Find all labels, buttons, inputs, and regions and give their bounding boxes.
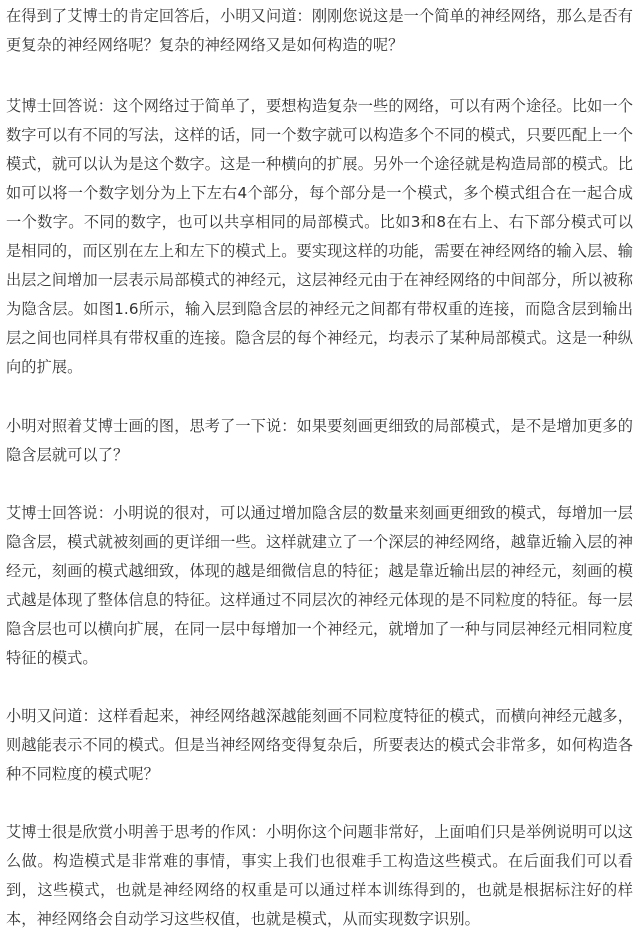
paragraph-dr-ai-answer-extensions: 艾博士回答说：这个网络过于简单了，要想构造复杂一些的网络，可以有两个途径。比如一个数字可以有不同的写法，这样的话，同一个数字就可以构造多个不同的模式，只要匹配上一个模式，就可以认为是这个数字。这是一种横向的扩展。另外一个途径就是构造局部的模式。比如可以将一个数字划分为上下左右4个部分，每个部分是一个模式，多个模式组合在一起合成一个数字。不同的数字，也可以共享相同的局部模式。比如3和8在右上、右下部分模式可以是相同的，而区别在左上和左下的模式上。要实现这样的功能，需要在神经网络的输入层、输出层之间增加一层表示局部模式的神经元，这层神经元由于在神经网络的中间部分，所以被称为隐含层。如图1.6所示，输入层到隐含层的神经元之间都有带权重的连接，而隐含层到输出层之间也同样具有带权重的连接。隐含层的每个神经元，均表示了某种局部模式。这是一种纵向的扩展。 [6,97,633,376]
paragraph-dr-ai-deep-network: 艾博士回答说：小明说的很对，可以通过增加隐含层的数量来刻画更细致的模式，每增加一层隐含层，模式就被刻画的更详细一些。这样就建立了一个深层的神经网络，越靠近输入层的神经元，刻画的模式越细致，体现的越是细微信息的特征；越是靠近输出层的神经元，刻画的模式越是体现了整体信息的特征。这样通过不同层次的神经元体现的是不同粒度的特征。每一层隐含层也可以横向扩展，在同一层中每增加一个神经元，就增加了一种与同层神经元相同粒度特征的模式。 [6,504,633,667]
paragraph-dr-ai-training-answer: 艾博士很是欣赏小明善于思考的作风：小明你这个问题非常好，上面咱们只是举例说明可以这么做。构造模式是非常难的事情，事实上我们也很难手工构造这些模式。在后面我们可以看到，这些模式，也就是神经网络的权重是可以通过样本训练得到的，也就是根据标注好的样本，神经网络会自动学习这些权值，也就是模式，从而实现数字识别。 [6,823,633,928]
paragraph-xiaoming-granularity-question: 小明又问道：这样看起来，神经网络越深越能刻画不同粒度特征的模式，而横向神经元越多，则越能表示不同的模式。但是当神经网络变得复杂后，所要表达的模式会非常多，如何构造各种不同粒度的模式呢？ [6,707,633,783]
paragraph-xiaoming-hidden-layers: 小明对照着艾博士画的图，思考了一下说：如果要刻画更细致的局部模式，是不是增加更多的隐含层就可以了？ [6,417,633,464]
paragraph-xiaoming-question-complex-network: 在得到了艾博士的肯定回答后，小明又问道：刚刚您说这是一个简单的神经网络，那么是否有更复杂的神经网络呢？复杂的神经网络又是如何构造的呢？ [6,7,633,54]
article-body [6,0,633,934]
